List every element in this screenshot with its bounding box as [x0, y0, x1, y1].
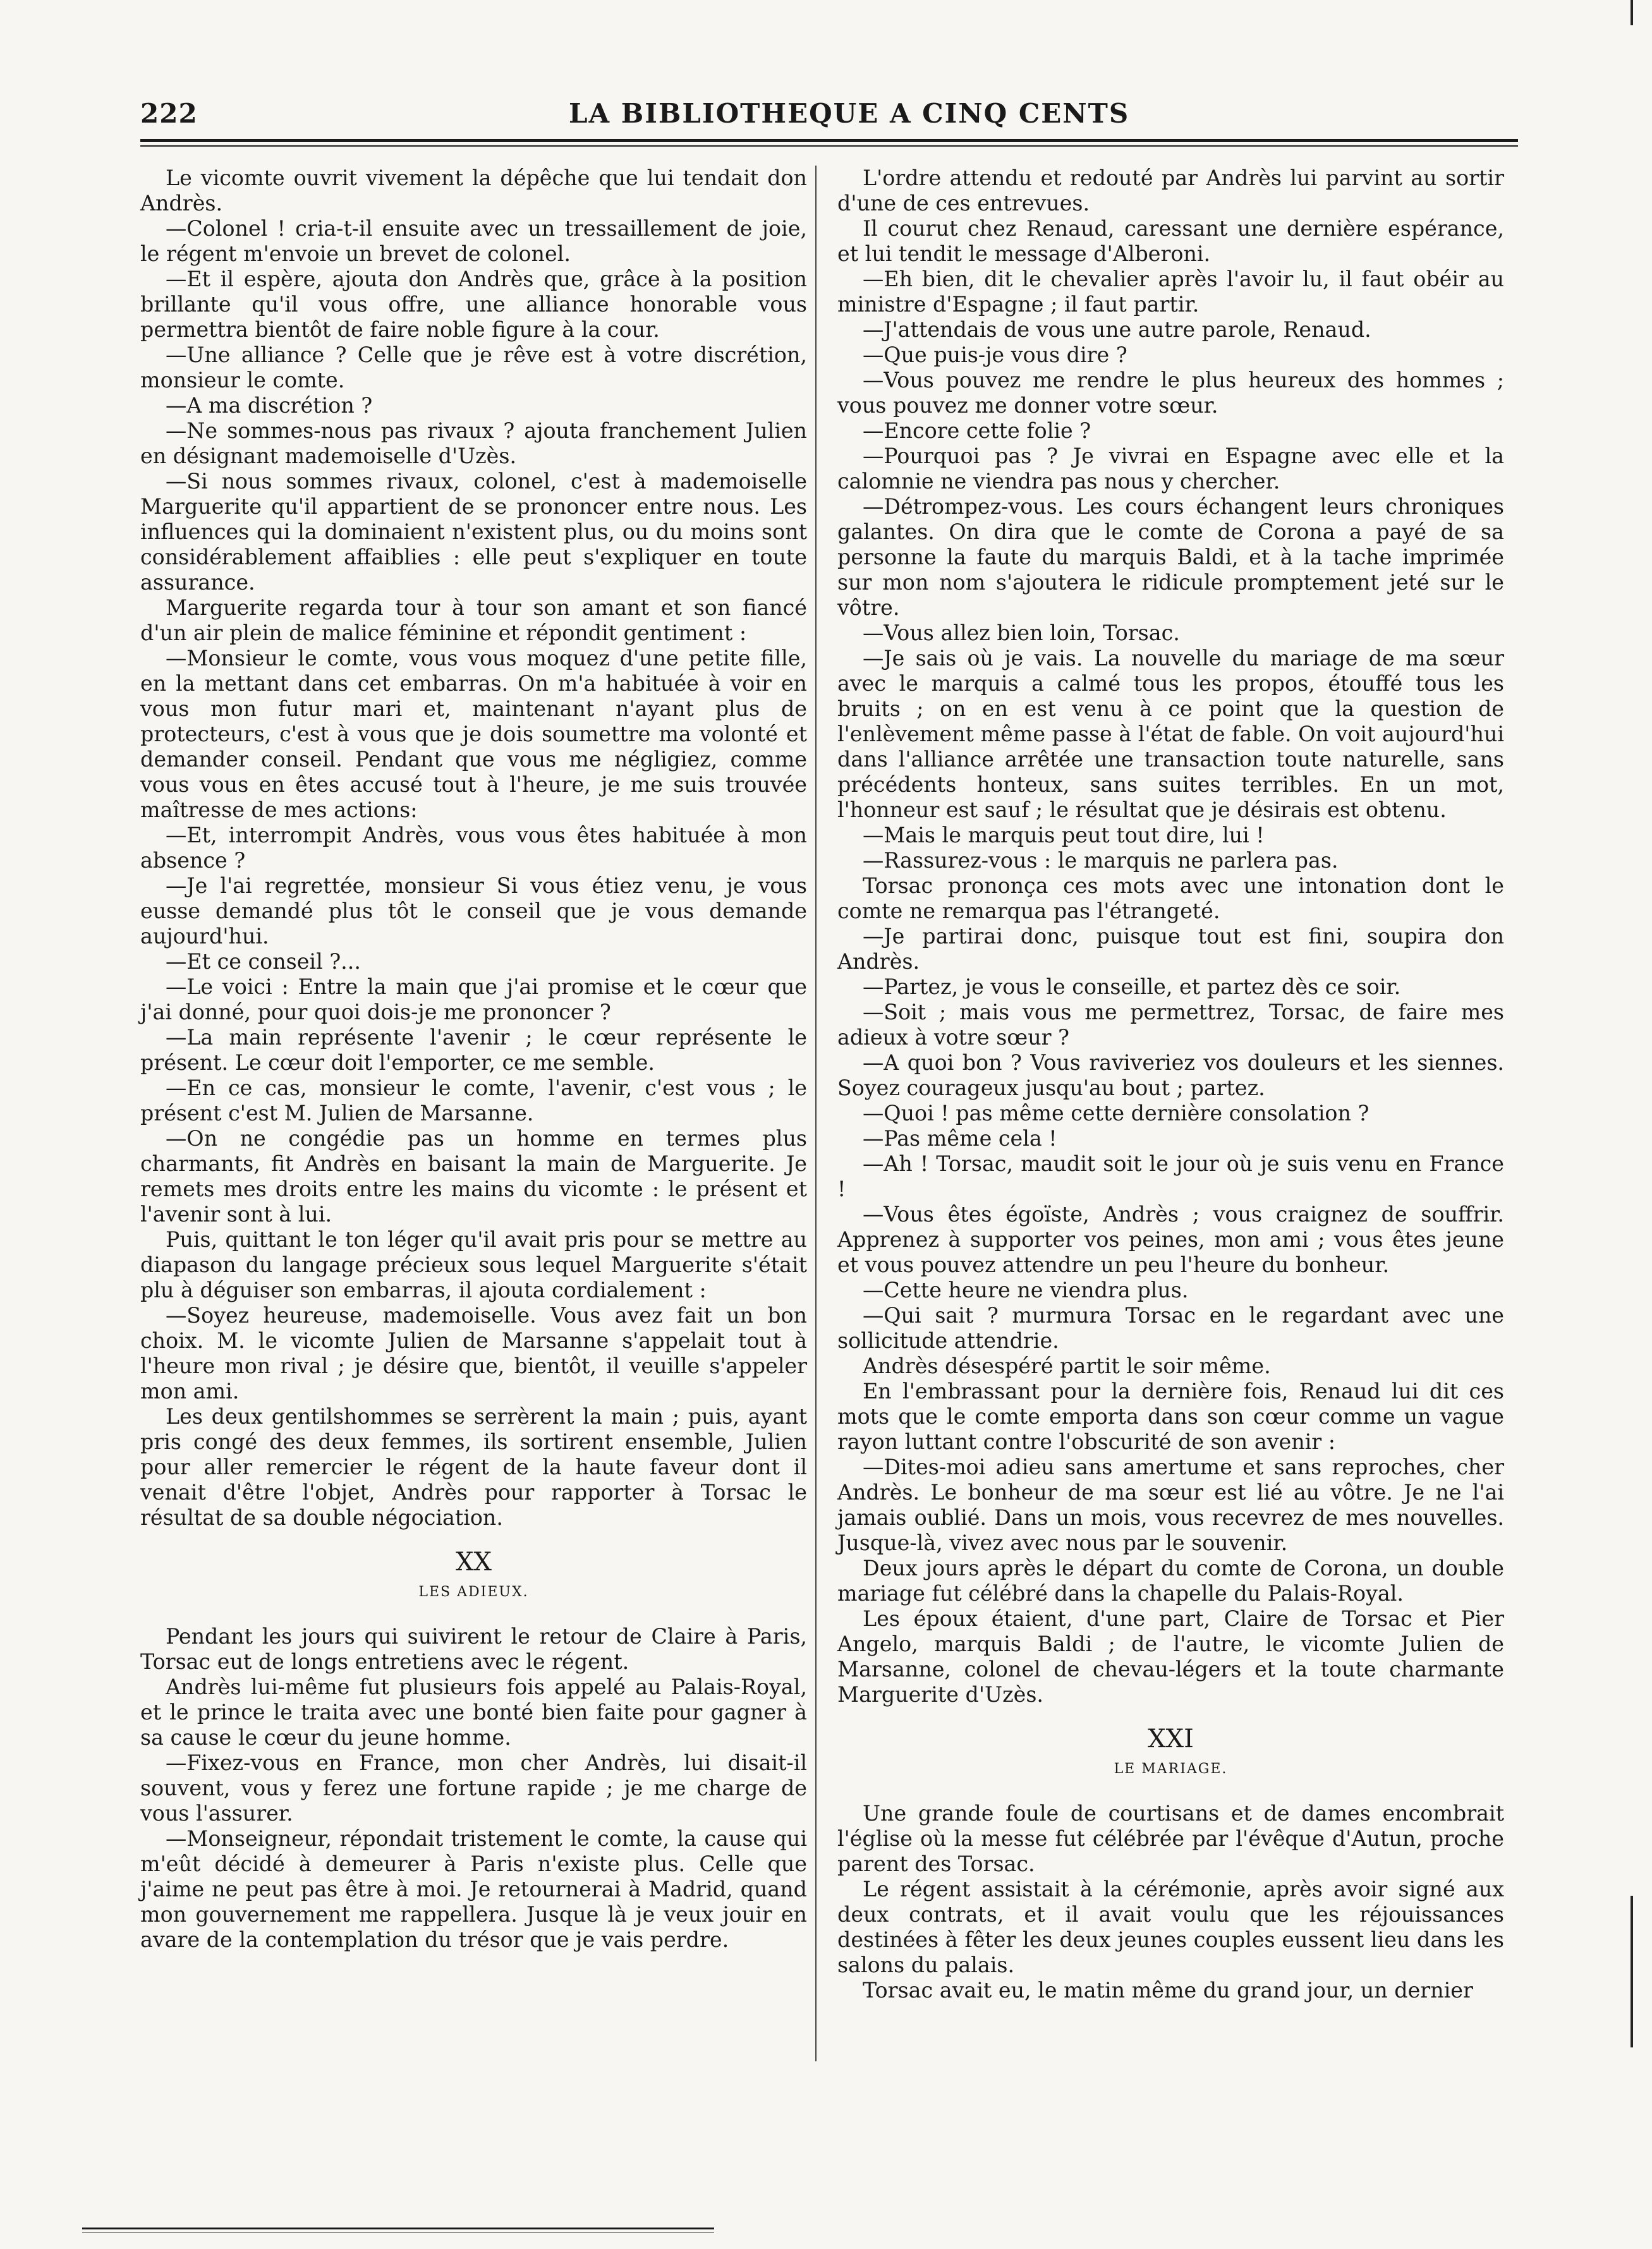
paragraph: Le régent assistait à la cérémonie, après avoir signé aux deux contrats, et il avait voulu que les réjouissances destinées à fêter les deux jeunes couples eussent lieu dans les salons du palais. [837, 1877, 1504, 1977]
paragraph: —Quoi ! pas même cette dernière consolation ? [863, 1101, 1370, 1125]
paragraph: Marguerite regarda tour à tour son amant et son fiancé d'un air plein de malice féminine et répondit gentiment : [140, 595, 807, 645]
paragraph: L'ordre attendu et redouté par Andrès lui parvint au sortir d'une de ces entrevues. [837, 166, 1504, 215]
paragraph: —En ce cas, monsieur le comte, l'avenir, c'est vous ; le présent c'est M. Julien de Marsanne. [140, 1076, 807, 1125]
paragraph: Torsac avait eu, le matin même du grand jour, un dernier [863, 1978, 1473, 2003]
paragraph: —Je sais où je vais. La nouvelle du mariage de ma sœur avec le marquis a calmé tous les propos, étouffé tous les bruits ; on en est venu à ce point que la question de l'enlèvement même passe à l'état de fable. On voit aujourd'hui dans l'alliance arrêtée une transaction toute naturelle, sans précédents honteux, sans suites terribles. En un mot, l'honneur est sauf ; le résultat que je désirais est obtenu. [837, 646, 1504, 822]
paragraph: Le vicomte ouvrit vivement la dépêche que lui tendait don Andrès. [140, 166, 807, 215]
paragraph: —Une alliance ? Celle que je rêve est à votre discrétion, monsieur le comte. [140, 343, 807, 392]
paragraph: —Soit ; mais vous me permettrez, Torsac, de faire mes adieux à votre sœur ? [837, 1000, 1504, 1050]
paragraph: —On ne congédie pas un homme en termes plus charmants, fit Andrès en baisant la main de Marguerite. Je remets mes droits entre les mains du vicomte : le présent et l'avenir sont à lui. [140, 1126, 807, 1227]
edge-mark-top [1631, 0, 1633, 25]
paragraph: —Et, interrompit Andrès, vous vous êtes habituée à mon absence ? [140, 823, 807, 873]
paragraph: Puis, quittant le ton léger qu'il avait pris pour se mettre au diapason du langage précieux sous lequel Marguerite s'était plu à déguiser son embarras, il ajouta cordialement : [140, 1227, 807, 1302]
paragraph: —Mais le marquis peut tout dire, lui ! [863, 823, 1265, 847]
running-title: LA BIBLIOTHEQUE A CINQ CENTS [569, 98, 1130, 129]
paragraph: En l'embrassant pour la dernière fois, Renaud lui dit ces mots que le comte emporta dans son cœur comme un vague rayon luttant contre l'obscurité de son avenir : [837, 1379, 1504, 1454]
paragraph: Les deux gentilshommes se serrèrent la main ; puis, ayant pris congé des deux femmes, ils sortirent ensemble, Julien pour aller remercier le régent de la haute faveur dont il venait d'être l'objet, Andrès pour rapporter à Torsac le résultat de sa double négociation. [140, 1404, 807, 1530]
paragraph: —Encore cette folie ? [863, 418, 1091, 443]
paragraph: —Dites-moi adieu sans amertume et sans reproches, cher Andrès. Le bonheur de ma sœur est lié au vôtre. Je ne l'ai jamais oublié. Dans un mois, vous recevrez de mes nouvelles. Jusque-là, vivez avec nous par le souvenir. [837, 1455, 1504, 1555]
column-divider [815, 166, 817, 2061]
paragraph: —Pas même cela ! [863, 1126, 1057, 1151]
paragraph: —Rassurez-vous : le marquis ne parlera pas. [863, 848, 1339, 873]
section-number-xxi: XXI [1148, 1725, 1194, 1754]
paragraph: —Vous pouvez me rendre le plus heureux des hommes ; vous pouvez me donner votre sœur. [837, 368, 1504, 418]
paragraph: —J'attendais de vous une autre parole, Renaud. [863, 317, 1371, 342]
paragraph: Andrès lui-même fut plusieurs fois appelé au Palais-Royal, et le prince le traita avec une bonté bien faite pour gagner à sa cause le cœur du jeune homme. [140, 1675, 807, 1750]
paragraph: Torsac prononça ces mots avec une intonation dont le comte ne remarqua pas l'étrangeté. [837, 873, 1504, 923]
paragraph: Pendant les jours qui suivirent le retour de Claire à Paris, Torsac eut de longs entretiens avec le régent. [140, 1624, 807, 1674]
paragraph: —Si nous sommes rivaux, colonel, c'est à mademoiselle Marguerite qu'il appartient de se prononcer entre nous. Les influences qui la dominaient n'existent plus, ou du moins sont considérablement affaiblies : elle peut s'expliquer en toute assurance. [140, 469, 807, 595]
paragraph: Deux jours après le départ du comte de Corona, un double mariage fut célébré dans la chapelle du Palais-Royal. [837, 1556, 1504, 1606]
paragraph: Il courut chez Renaud, caressant une dernière espérance, et lui tendit le message d'Alberoni. [837, 216, 1504, 266]
paragraph: —Pourquoi pas ? Je vivrai en Espagne avec elle et la calomnie ne viendra pas nous y chercher. [837, 444, 1504, 494]
paragraph: —Le voici : Entre la main que j'ai promise et le cœur que j'ai donné, pour quoi dois-je me prononcer ? [140, 974, 807, 1024]
paragraph: —Ah ! Torsac, maudit soit le jour où je suis venu en France ! [837, 1151, 1504, 1201]
right-column [837, 166, 1504, 2003]
paragraph: —A quoi bon ? Vous raviveriez vos douleurs et les siennes. Soyez courageux jusqu'au bout ; partez. [837, 1050, 1504, 1100]
paragraph: —La main représente l'avenir ; le cœur représente le présent. Le cœur doit l'emporter, ce me semble. [140, 1025, 807, 1075]
edge-mark-bottom [1631, 1896, 1633, 2047]
left-paragraphs-b [140, 1624, 807, 1953]
paragraph: —Soyez heureuse, mademoiselle. Vous avez fait un bon choix. M. le vicomte Julien de Marsanne s'appelait tout à l'heure mon rival ; je désire que, bientôt, il veuille s'appeler mon ami. [140, 1303, 807, 1403]
paragraph: —Je l'ai regrettée, monsieur Si vous étiez venu, je vous eusse demandé plus tôt le conseil que je vous demande aujourd'hui. [140, 873, 807, 949]
paragraph: —Détrompez-vous. Les cours échangent leurs chroniques galantes. On dira que le comte de Corona a payé de sa personne la faute du marquis Baldi, et à la tache imprimée sur mon nom s'ajoutera le ridicule promptement jeté sur le vôtre. [837, 494, 1504, 620]
section-title-adieux: LES ADIEUX. [418, 1584, 529, 1600]
section-title-mariage: LE MARIAGE. [1114, 1761, 1228, 1777]
left-column [140, 166, 807, 1953]
paragraph: —Cette heure ne viendra plus. [863, 1278, 1189, 1302]
paragraph: Une grande foule de courtisans et de dames encombrait l'église où la messe fut célébrée par l'évêque d'Autun, proche parent des Torsac. [837, 1801, 1504, 1876]
header-rule-thick [140, 139, 1518, 142]
paragraph: —Vous allez bien loin, Torsac. [863, 621, 1180, 645]
paragraph: —Monseigneur, répondait tristement le comte, la cause qui m'eût décidé à demeurer à Paris n'existe plus. Celle que j'aime ne peut pas être à moi. Je retournerai à Madrid, quand mon gouvernement me rappellera. Jusque là je veux jouir en avare de la contemplation du trésor que je vais perdre. [140, 1826, 807, 1952]
section-number-xx: XX [456, 1548, 492, 1577]
paragraph: —A ma discrétion ? [166, 393, 373, 418]
page-number: 222 [140, 98, 198, 129]
bottom-rule [82, 2228, 714, 2229]
paragraph: —Fixez-vous en France, mon cher Andrès, lui disait-il souvent, vous y ferez une fortune rapide ; je me charge de vous l'assurer. [140, 1750, 807, 1826]
paragraph: —Vous êtes égoïste, Andrès ; vous craignez de souffrir. Apprenez à supporter vos peines, mon ami ; vous êtes jeune et vous pouvez attendre un peu l'heure du bonheur. [837, 1202, 1504, 1277]
left-paragraphs-a [140, 166, 807, 1531]
paragraph: Les époux étaient, d'une part, Claire de Torsac et Pier Angelo, marquis Baldi ; de l'autre, le vicomte Julien de Marsanne, colonel de chevau-légers et la toute charmante Marguerite d'Uzès. [837, 1606, 1504, 1707]
paragraph: —Monsieur le comte, vous vous moquez d'une petite fille, en la mettant dans cet embarras. On m'a habituée à voir en vous mon futur mari et, maintenant n'ayant plus de protecteurs, c'est à vous que je dois soumettre ma volonté et demander conseil. Pendant que vous me négligiez, comme vous vous en êtes accusé tout à l'heure, je me suis trouvée maîtresse de mes actions: [140, 646, 807, 822]
paragraph: —Que puis-je vous dire ? [863, 343, 1127, 367]
paragraph: —Et ce conseil ?... [166, 949, 361, 974]
paragraph: —Qui sait ? murmura Torsac en le regardant avec une sollicitude attendrie. [837, 1303, 1504, 1353]
paragraph: —Ne sommes-nous pas rivaux ? ajouta franchement Julien en désignant mademoiselle d'Uzès. [140, 418, 807, 468]
paragraph: —Partez, je vous le conseille, et partez dès ce soir. [863, 974, 1401, 999]
bottom-rule-thin [82, 2232, 714, 2233]
right-paragraphs-b [837, 1801, 1504, 2003]
right-paragraphs-a [837, 166, 1504, 1707]
paragraph: —Je partirai donc, puisque tout est fini, soupira don Andrès. [837, 924, 1504, 974]
paragraph: —Eh bien, dit le chevalier après l'avoir lu, il faut obéir au ministre d'Espagne ; il faut partir. [837, 267, 1504, 317]
paragraph: Andrès désespéré partit le soir même. [863, 1354, 1271, 1378]
header-rule-thin [140, 145, 1518, 147]
paragraph: —Et il espère, ajouta don Andrès que, grâce à la position brillante qu'il vous offre, une alliance honorable vous permettra bientôt de faire noble figure à la cour. [140, 267, 807, 342]
paragraph: —Colonel ! cria-t-il ensuite avec un tressaillement de joie, le régent m'envoie un brevet de colonel. [140, 216, 807, 266]
